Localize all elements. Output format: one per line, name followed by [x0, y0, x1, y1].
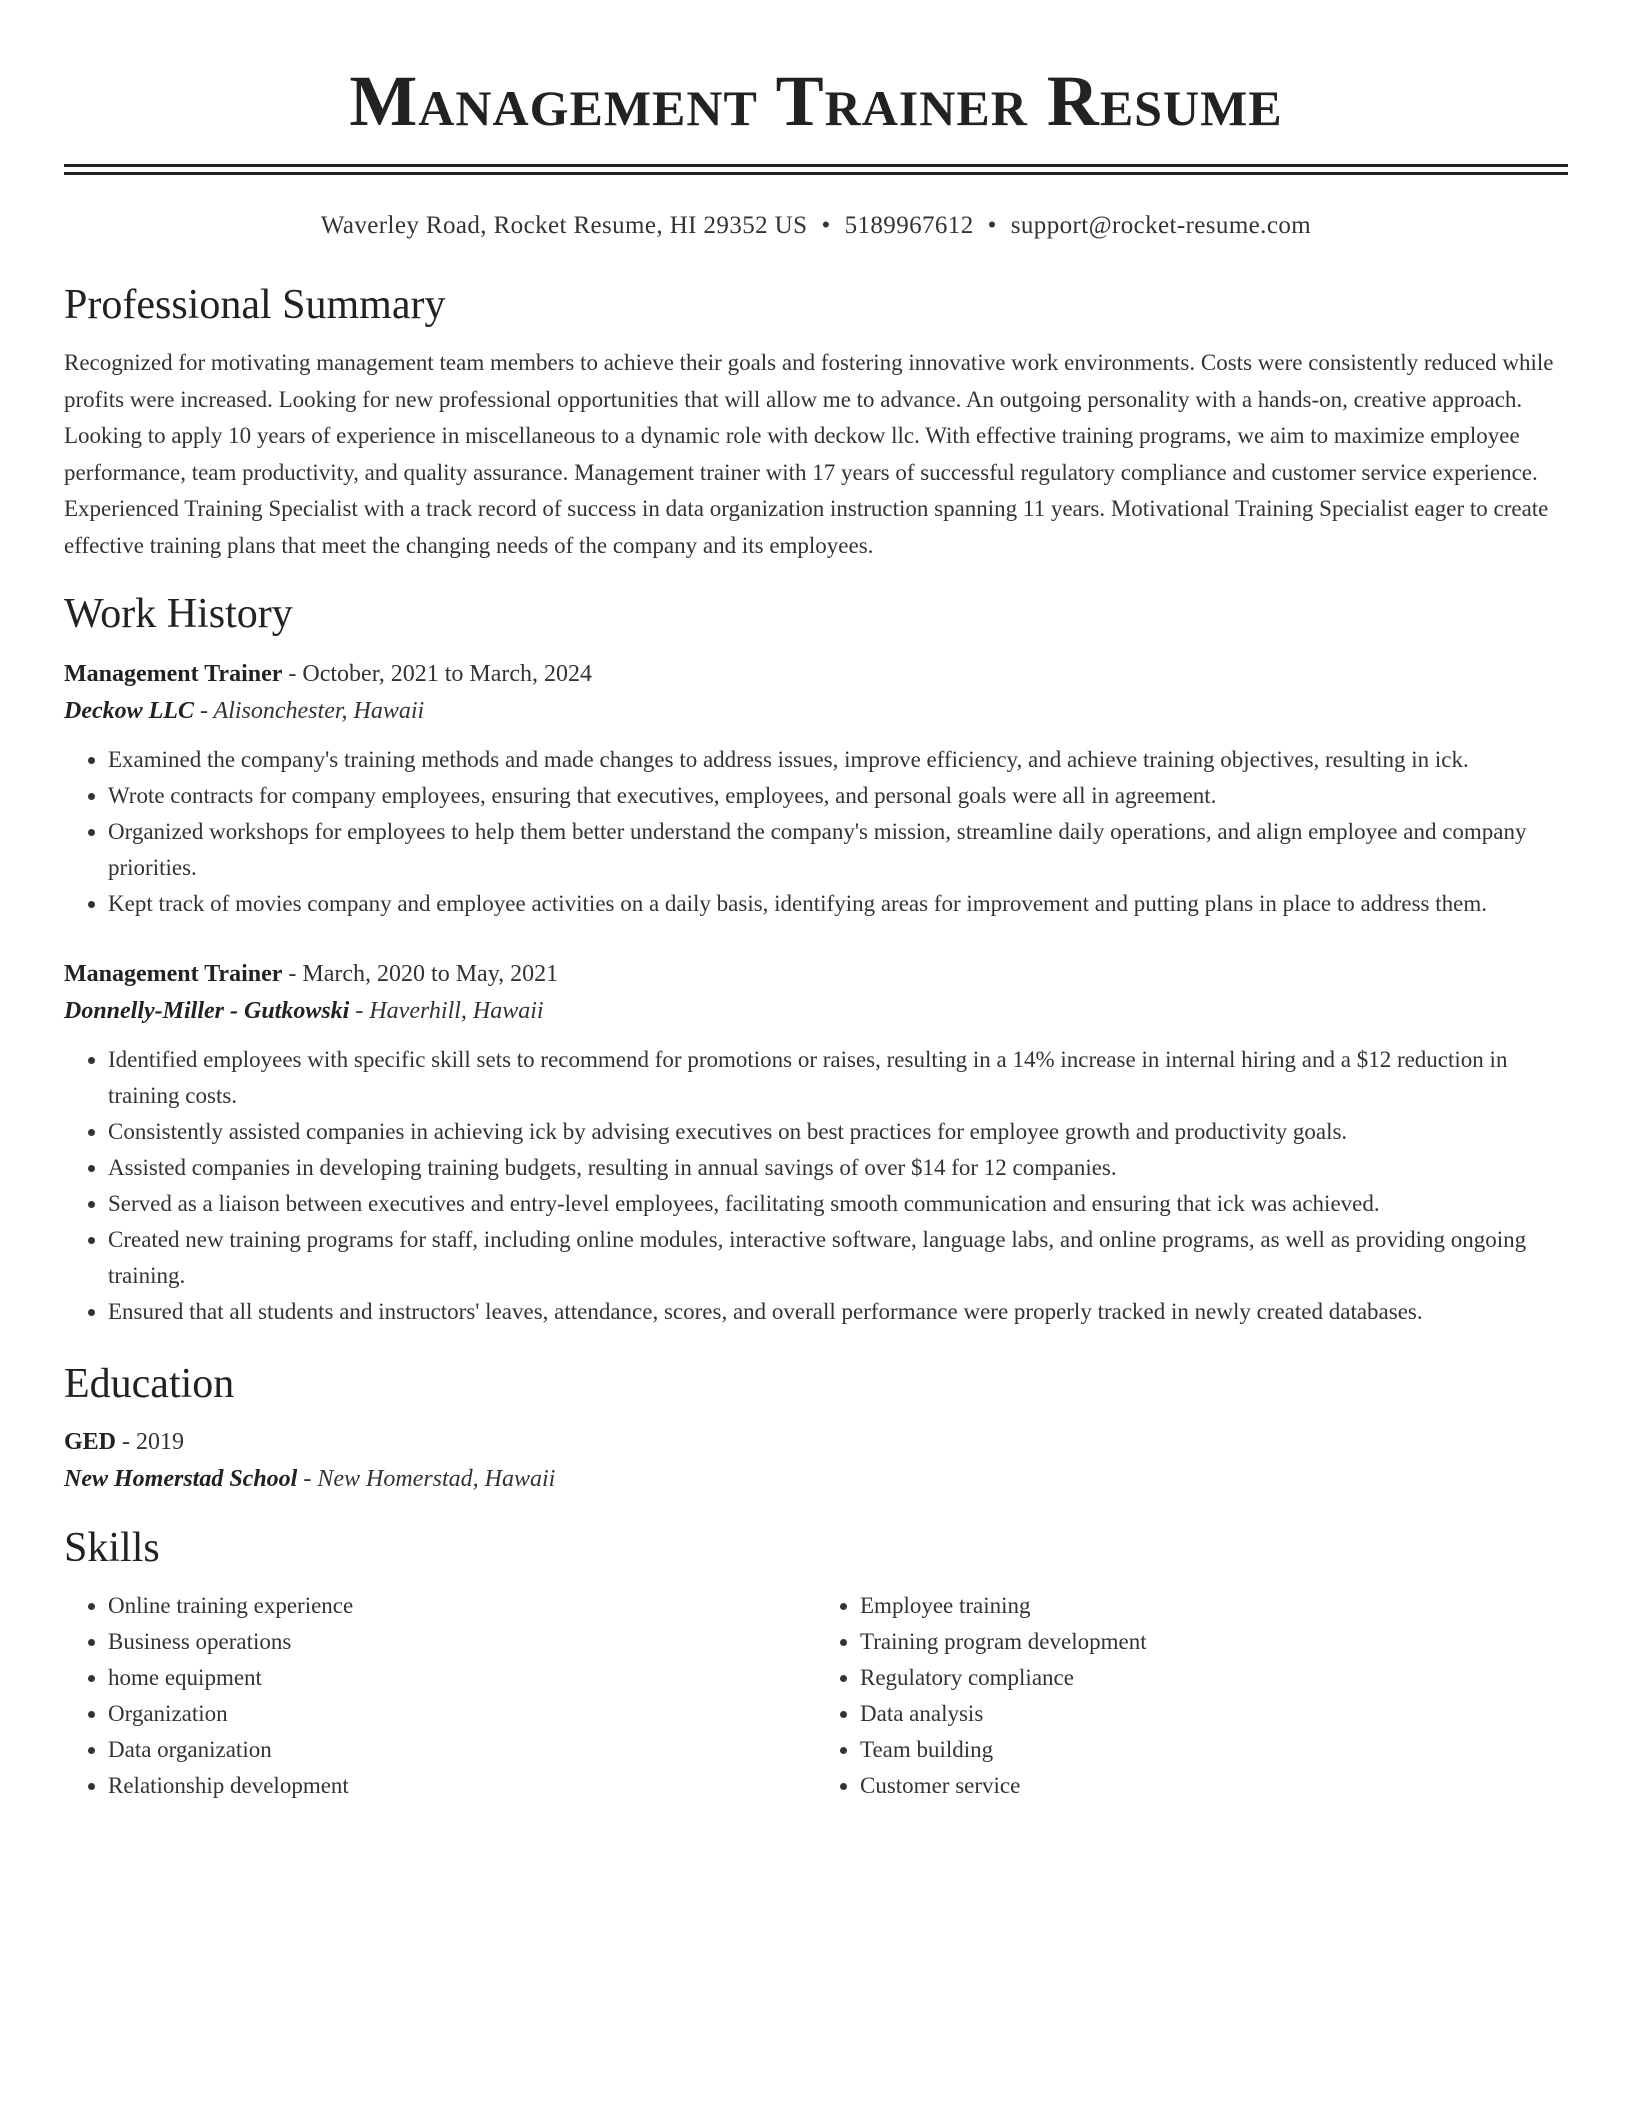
- job-title-line: [64, 956, 1568, 993]
- skill-item: • Organization: [108, 1696, 816, 1732]
- job-bullet: • Ensured that all students and instructors' leaves, attendance, scores, and overall performance were properly tracked in newly created databases.: [108, 1294, 1568, 1330]
- education-heading: Education: [64, 1361, 235, 1407]
- skill-item: • Customer service: [860, 1768, 1568, 1804]
- job-company-line: [64, 693, 1568, 730]
- job-company: Deckow LLC: [64, 698, 194, 724]
- job-title-line: [64, 656, 1568, 693]
- skill-item: • Business operations: [108, 1624, 816, 1660]
- job-entry: [64, 956, 1568, 1330]
- job-bullet: • Examined the company's training methods and made changes to address issues, improve efficiency, and achieve training objectives, resulting in ick.: [108, 742, 1568, 778]
- school-location: - New Homerstad, Hawaii: [297, 1466, 556, 1492]
- skills-heading: Skills: [64, 1525, 160, 1571]
- skill-item: • Data analysis: [860, 1696, 1568, 1732]
- skill-item: • Relationship development: [108, 1768, 816, 1804]
- job-dates: - March, 2020 to May, 2021: [282, 961, 559, 987]
- work-history-section: [64, 586, 1568, 1330]
- skill-item: • Data organization: [108, 1732, 816, 1768]
- job-location: - Haverhill, Hawaii: [349, 998, 544, 1024]
- summary-heading: Professional Summary: [64, 282, 446, 328]
- job-bullet: • Created new training programs for staff, including online modules, interactive software, language labs, and online programs, as well as providing ongoing training.: [108, 1222, 1568, 1294]
- job-bullet: • Consistently assisted companies in achieving ick by advising executives on best practices for employee growth and productivity goals.: [108, 1114, 1568, 1150]
- skills-column-right: [816, 1588, 1568, 1804]
- contact-separator: •: [987, 212, 997, 239]
- contact-address: Waverley Road, Rocket Resume, HI 29352 US: [320, 212, 808, 239]
- skills-column-left: [64, 1588, 816, 1804]
- degree: GED: [64, 1429, 117, 1455]
- skill-item: • Employee training: [860, 1588, 1568, 1624]
- education-section: [64, 1356, 1568, 1498]
- contact-email: support@rocket-resume.com: [1010, 212, 1312, 239]
- work-history-heading: Work History: [64, 591, 293, 637]
- skill-item: • home equipment: [108, 1660, 816, 1696]
- title-divider-top: [64, 164, 1568, 167]
- skill-item: • Team building: [860, 1732, 1568, 1768]
- summary-section: [64, 277, 1568, 564]
- title-divider-bottom: [64, 172, 1568, 175]
- job-bullets: [64, 742, 1568, 922]
- skills-grid: [64, 1588, 1568, 1804]
- contact-separator: •: [821, 212, 831, 239]
- job-bullet: • Served as a liaison between executives and entry-level employees, facilitating smooth communication and ensuring that ick was achieved.: [108, 1186, 1568, 1222]
- contact-phone: 5189967612: [844, 212, 974, 239]
- school-name: New Homerstad School: [64, 1466, 298, 1492]
- job-title: Management Trainer: [64, 661, 283, 687]
- job-bullet: • Wrote contracts for company employees, ensuring that executives, employees, and personal goals were all in agreement.: [108, 778, 1568, 814]
- job-bullet: • Organized workshops for employees to help them better understand the company's mission, streamline daily operations, and align employee and company priorities.: [108, 814, 1568, 886]
- job-bullets: [64, 1042, 1568, 1330]
- job-dates: - October, 2021 to March, 2024: [282, 661, 593, 687]
- job-bullet: • Kept track of movies company and employee activities on a daily basis, identifying areas for improvement and putting plans in place to address them.: [108, 886, 1568, 922]
- skill-item: • Training program development: [860, 1624, 1568, 1660]
- summary-text: Recognized for motivating management team members to achieve their goals and fostering innovative work environments. Costs were consistently reduced while profits were increased. Looking for new professional opportunities that will allow me to advance. An outgoing personality with a hands-on, creative approach. Looking to apply 10 years of experience in miscellaneous to a dynamic role with deckow llc. With effective training programs, we aim to maximize employee performance, team productivity, and quality assurance. Management trainer with 17 years of successful regulatory compliance and customer service experience. Experienced Training Specialist with a track record of success in data organization instruction spanning 11 years. Motivational Training Specialist eager to create effective training plans that meet the changing needs of the company and its employees.: [64, 350, 1554, 558]
- job-company-line: [64, 993, 1568, 1030]
- contact-line: [64, 209, 1568, 243]
- job-title: Management Trainer: [64, 961, 283, 987]
- skills-section: [64, 1520, 1568, 1804]
- job-location: - Alisonchester, Hawaii: [193, 698, 425, 724]
- resume-title: Management Trainer Resume: [349, 61, 1283, 141]
- degree-year: - 2019: [116, 1429, 185, 1455]
- job-company: Donnelly-Miller - Gutkowski: [64, 998, 350, 1024]
- skill-item: • Regulatory compliance: [860, 1660, 1568, 1696]
- degree-line: [64, 1424, 1568, 1461]
- job-bullet: • Assisted companies in developing training budgets, resulting in annual savings of over $14 for 12 companies.: [108, 1150, 1568, 1186]
- skill-item: • Online training experience: [108, 1588, 816, 1624]
- school-line: [64, 1461, 1568, 1498]
- job-entry: [64, 656, 1568, 922]
- job-bullet: • Identified employees with specific skill sets to recommend for promotions or raises, resulting in a 14% increase in internal hiring and a $12 reduction in training costs.: [108, 1042, 1568, 1114]
- education-entry: [64, 1424, 1568, 1498]
